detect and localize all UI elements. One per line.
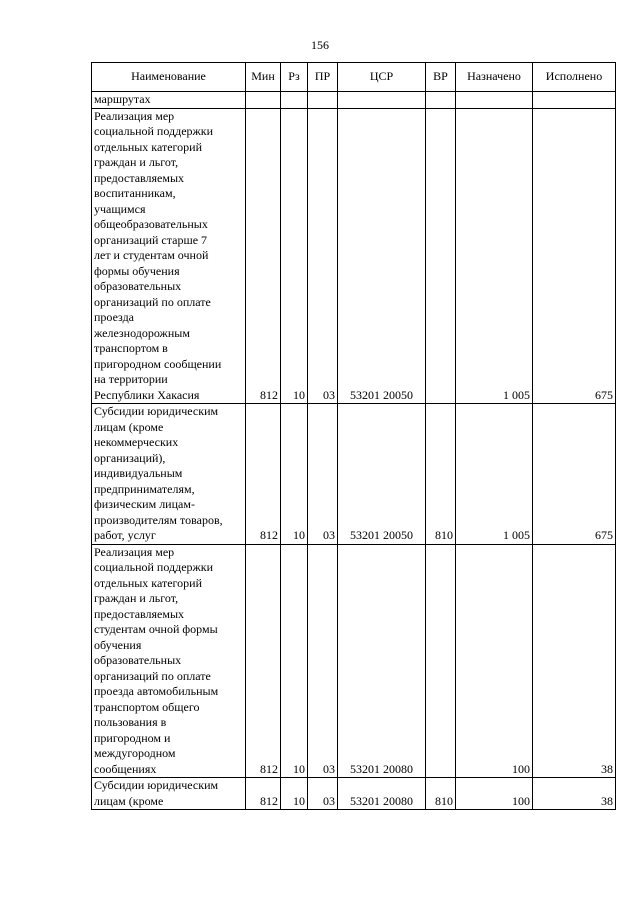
cell-csr <box>338 92 426 109</box>
cell-pr <box>308 92 338 109</box>
cell-pr: 03 <box>308 778 338 810</box>
cell-min <box>246 92 281 109</box>
header-executed: Исполнено <box>533 63 616 92</box>
cell-vr <box>426 92 456 109</box>
cell-assigned: 1 005 <box>456 108 533 404</box>
cell-pr: 03 <box>308 544 338 778</box>
cell-name: маршрутах <box>92 92 246 109</box>
cell-rz <box>281 92 308 109</box>
header-row <box>92 63 616 92</box>
cell-pr: 03 <box>308 108 338 404</box>
table-row <box>92 92 616 109</box>
cell-executed: 675 <box>533 404 616 545</box>
cell-executed: 38 <box>533 778 616 810</box>
cell-executed: 675 <box>533 108 616 404</box>
cell-rz: 10 <box>281 544 308 778</box>
header-pr: ПР <box>308 63 338 92</box>
cell-vr <box>426 544 456 778</box>
header-csr: ЦСР <box>338 63 426 92</box>
cell-rz: 10 <box>281 778 308 810</box>
cell-name: Субсидии юридическим лицам (кроме некоммерческих организаций), индивидуальным предпринимателям, физическим лицам- производителям товаров, работ, услуг <box>92 404 246 545</box>
cell-assigned: 100 <box>456 544 533 778</box>
cell-rz: 10 <box>281 108 308 404</box>
cell-assigned: 100 <box>456 778 533 810</box>
cell-min: 812 <box>246 108 281 404</box>
cell-csr: 53201 20050 <box>338 108 426 404</box>
cell-assigned <box>456 92 533 109</box>
cell-executed: 38 <box>533 544 616 778</box>
header-rz: Рз <box>281 63 308 92</box>
cell-csr: 53201 20050 <box>338 404 426 545</box>
cell-min: 812 <box>246 544 281 778</box>
table-row <box>92 778 616 810</box>
cell-vr: 810 <box>426 778 456 810</box>
header-vr: ВР <box>426 63 456 92</box>
table-row <box>92 404 616 545</box>
cell-vr: 810 <box>426 404 456 545</box>
budget-table <box>91 62 616 810</box>
cell-name: Реализация мер социальной поддержки отдельных категорий граждан и льгот, предоставляемых воспитанникам, учащимся общеобразовательных организаций старше 7 лет и студентам очной формы обучения образовательных организаций по оплате проезда железнодорожным транспортом в пригородном сообщении на территории Республики Хакасия <box>92 108 246 404</box>
cell-min: 812 <box>246 778 281 810</box>
cell-csr: 53201 20080 <box>338 778 426 810</box>
page-number: 156 <box>311 38 329 52</box>
header-min: Мин <box>246 63 281 92</box>
cell-pr: 03 <box>308 404 338 545</box>
header-assigned: Назначено <box>456 63 533 92</box>
cell-name: Реализация мер социальной поддержки отдельных категорий граждан и льгот, предоставляемых студентам очной формы обучения образовательных организаций по оплате проезда автомобильным транспортом общего пользования в пригородном и междугородном сообщениях <box>92 544 246 778</box>
cell-vr <box>426 108 456 404</box>
cell-rz: 10 <box>281 404 308 545</box>
table-row <box>92 108 616 404</box>
cell-executed <box>533 92 616 109</box>
cell-assigned: 1 005 <box>456 404 533 545</box>
header-name: Наименование <box>92 63 246 92</box>
cell-csr: 53201 20080 <box>338 544 426 778</box>
cell-name: Субсидии юридическим лицам (кроме <box>92 778 246 810</box>
table-row <box>92 544 616 778</box>
cell-min: 812 <box>246 404 281 545</box>
